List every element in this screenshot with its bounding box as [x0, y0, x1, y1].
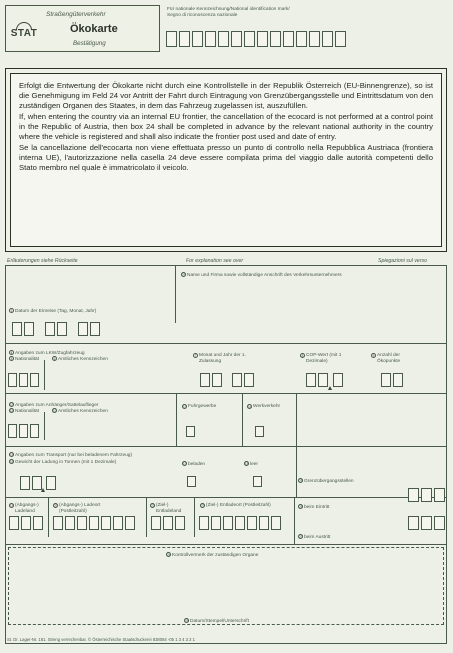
cop-value-box[interactable]	[333, 373, 343, 387]
load-weight-box[interactable]	[46, 476, 56, 490]
id-box[interactable]	[283, 31, 294, 47]
exit-post-box[interactable]	[421, 516, 432, 530]
id-box[interactable]	[296, 31, 307, 47]
exit-post-box[interactable]	[408, 516, 419, 530]
own-account-checkbox[interactable]	[255, 426, 264, 437]
origin-country-box[interactable]	[9, 516, 19, 530]
notice-en: If, when entering the country via an internal EU frontier, the cancellation of the ecocard is not performed at a control point in the Republic of Austria, then box 24 shall be completed in advance by the relevant national authority in the country where the vehicle is registered and shall also indicate the frontier post used and date of entry.	[19, 112, 433, 141]
footer-print-info: St. Dr. Lager-Nr. 181. Streng verrechenbar. © Österreichische Staatsdruckerei 838084 -05 1 3 4 3 2 1	[7, 637, 195, 642]
field-24-label: 24Kontrollvermerk der zuständigen Organe	[167, 552, 259, 558]
field-5-label: 5 Nationalität	[10, 356, 39, 362]
logo-text: STAT	[10, 28, 38, 39]
empty-checkbox[interactable]	[253, 476, 262, 487]
truck-nationality-box[interactable]	[8, 373, 17, 387]
dest-postcode-box[interactable]	[271, 516, 281, 530]
field-9-label: 9 Anzahl der Ökopunkte	[372, 353, 401, 364]
field-4-label: 4 Angaben zum LKW/Zugfahrzeug	[10, 350, 85, 356]
first-reg-box[interactable]	[200, 373, 210, 387]
field-6-label: 6 Amtliches Kennzeichen	[53, 356, 108, 362]
id-label-line2: Segno di riconoscenza nazionale	[167, 13, 238, 18]
id-box[interactable]	[257, 31, 268, 47]
trailer-nationality-box[interactable]	[30, 424, 39, 438]
loaded-checkbox[interactable]	[187, 476, 196, 487]
exit-post-box[interactable]	[434, 516, 445, 530]
entry-date-boxes[interactable]	[10, 295, 170, 313]
dest-postcode-box[interactable]	[199, 516, 209, 530]
header-subtitle: Bestätigung	[73, 40, 106, 47]
load-weight-box[interactable]	[20, 476, 30, 490]
field-7-label: 7 Monat und Jahr der 1. Zulassung	[194, 353, 246, 364]
origin-postcode-box[interactable]	[113, 516, 123, 530]
origin-postcode-box[interactable]	[53, 516, 63, 530]
date-month-box[interactable]	[57, 322, 67, 336]
id-box[interactable]	[192, 31, 203, 47]
id-box[interactable]	[166, 31, 177, 47]
date-month-box[interactable]	[45, 322, 55, 336]
field-1-label: 1 Datum der Einreise (Tag, Monat, Jahr)	[10, 308, 97, 314]
field-21-label: 21Name und Firma sowie vollständige Anschrift des Verkehrsunternehmers	[182, 272, 342, 278]
date-year-box[interactable]	[90, 322, 100, 336]
header-traffic-label: Straßengüterverkehr	[46, 11, 106, 18]
dest-postcode-box[interactable]	[259, 516, 269, 530]
ecopoints-box[interactable]	[393, 373, 403, 387]
entry-post-box[interactable]	[408, 488, 419, 502]
date-day-box[interactable]	[24, 322, 34, 336]
first-reg-box[interactable]	[212, 373, 222, 387]
haulage-checkbox[interactable]	[186, 426, 195, 437]
id-box[interactable]	[270, 31, 281, 47]
origin-postcode-box[interactable]	[125, 516, 135, 530]
field-14-label: 14Werkverkehr	[248, 404, 281, 409]
entry-post-box[interactable]	[434, 488, 445, 502]
origin-postcode-box[interactable]	[89, 516, 99, 530]
field-18-label: 18leer	[245, 461, 258, 467]
dest-country-box[interactable]	[151, 516, 161, 530]
origin-country-box[interactable]	[33, 516, 43, 530]
id-box[interactable]	[244, 31, 255, 47]
id-boxes[interactable]	[166, 31, 346, 49]
origin-country-box[interactable]	[21, 516, 31, 530]
field-26-label: 26beim Eintritt	[299, 504, 330, 510]
id-box[interactable]	[218, 31, 229, 47]
truck-nationality-box[interactable]	[19, 373, 28, 387]
id-label-line1: Für nationale Kennzeichnung/National identification mark/	[167, 7, 290, 12]
field-25-label: 25Grenzübergangsstellen	[299, 478, 354, 484]
dest-postcode-box[interactable]	[211, 516, 221, 530]
field-22-label: 22(Ziel-) Entladeland	[151, 503, 182, 514]
field-17-label: 17beladen	[183, 461, 206, 467]
field-11-label: 11 Nationalität	[10, 408, 39, 414]
field-15-label: 15Angaben zum Transport (nur bei beladenem Fahrzeug)	[10, 452, 133, 458]
id-box[interactable]	[179, 31, 190, 47]
field-28-label: 28Datum/Stempel/Unterschrift	[185, 618, 249, 624]
stat-logo	[9, 22, 39, 40]
notice-box	[5, 68, 447, 252]
first-reg-box[interactable]	[232, 373, 242, 387]
date-year-box[interactable]	[78, 322, 88, 336]
origin-postcode-box[interactable]	[77, 516, 87, 530]
id-box[interactable]	[205, 31, 216, 47]
trailer-nationality-box[interactable]	[8, 424, 17, 438]
field-8-label: 8 COP-Wert (mit 1 Dezimale)	[301, 353, 342, 364]
field-13-label: 13Fuhrgewerbe	[183, 404, 217, 409]
field-10-label: 10Angaben zum Anhänger/Sattelauflieger	[10, 402, 99, 408]
field-16-label: 16Gewicht der Ladung in Tonnen (mit 1 Dezimale)	[10, 459, 117, 465]
decimal-marker-icon	[328, 386, 332, 390]
explanation-de: Erläuterungen siehe Rückseite	[7, 258, 78, 264]
control-note-box	[8, 547, 444, 625]
truck-nationality-box[interactable]	[30, 373, 39, 387]
origin-postcode-box[interactable]	[65, 516, 75, 530]
notice-it: Se la cancellazione dell'ecocarta non viene effettuata presso un punto di controllo nella Repubblica Austriaca (frontiera interna UE), l'autorizzazione nella casella 24 deve essere compilata prima del viaggio dalle autorità competenti dello Stato membro nel quale è immatricolato il veicolo.	[19, 143, 433, 172]
field-23-label: 23(Ziel-) Entladeort (Postleitzahl)	[201, 503, 271, 508]
trailer-nationality-box[interactable]	[19, 424, 28, 438]
field-27-label: 27beim Austritt	[299, 534, 331, 540]
ecopoints-box[interactable]	[381, 373, 391, 387]
field-19-label: 19(Abgangs-) Ladeland	[10, 503, 39, 514]
entry-post-box[interactable]	[421, 488, 432, 502]
dest-postcode-box[interactable]	[223, 516, 233, 530]
origin-postcode-box[interactable]	[101, 516, 111, 530]
explanation-en: For explanation see over	[186, 258, 244, 264]
dest-postcode-box[interactable]	[235, 516, 245, 530]
first-reg-box[interactable]	[244, 373, 254, 387]
field-20-label: 20(Abgangs-) Ladeort (Postleitzahl)	[54, 503, 101, 514]
id-box[interactable]	[231, 31, 242, 47]
decimal-marker-icon	[41, 488, 45, 492]
dest-country-box[interactable]	[175, 516, 185, 530]
id-box[interactable]	[335, 31, 346, 47]
field-12-label: 12Amtliches Kennzeichen	[53, 408, 108, 414]
dest-country-box[interactable]	[163, 516, 173, 530]
dest-postcode-box[interactable]	[247, 516, 257, 530]
explanation-it: Spiegazioni sul verso	[378, 258, 428, 264]
cop-value-box[interactable]	[306, 373, 316, 387]
id-box[interactable]	[322, 31, 333, 47]
cop-value-box[interactable]	[318, 373, 328, 387]
page-title: Ökokarte	[70, 23, 118, 35]
id-box[interactable]	[309, 31, 320, 47]
notice-de: Erfolgt die Entwertung der Ökokarte nicht durch eine Kontrollstelle in der Republik Österreich (EU-Binnengrenze), so ist die Genehmigung im Feld 24 vor Antritt der Fahrt durch Eintragung von Grenzübergangsstelle und Eintrittsdatum von den zuständigen Organen des Staates, in dem das Fahrzeug zugelassen ist, auszufüllen.	[19, 81, 433, 110]
date-day-box[interactable]	[12, 322, 22, 336]
